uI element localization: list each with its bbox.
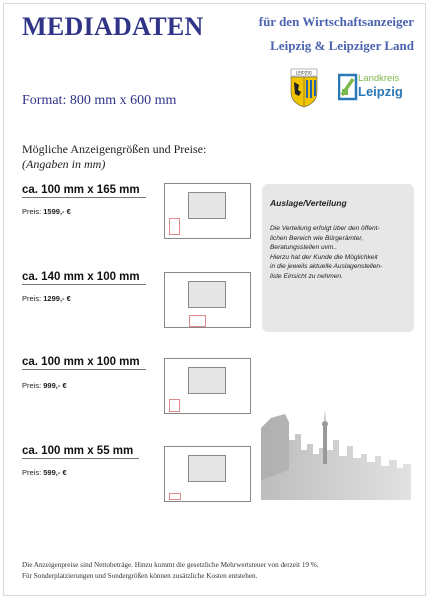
landkreis-leipzig-logo [338,72,410,102]
ad-size-label: ca. 100 mm x 100 mm [22,356,146,370]
ad-format-diagram [164,358,251,414]
info-text-line: Die Verteilung erfolgt über den öffent- [270,225,380,232]
svg-text:LEIPZIG: LEIPZIG [295,70,313,76]
info-text-line: lichen Bereich wie Bürgerämter, [270,234,364,242]
ad-size-marker [189,315,206,327]
info-box-title: Auslage/Verteilung [270,198,347,208]
page-title: MEDIADATEN [22,12,204,41]
subtitle-line-1: für den Wirtschaftsanzeiger [258,14,414,29]
ad-price-value: 1299,- € [43,294,71,303]
ad-size-label: ca. 100 mm x 165 mm [22,184,146,198]
format-text: Format: 800 mm x 600 mm [22,93,177,108]
ad-price [22,468,67,477]
leipzig-crest-logo [288,68,320,108]
landkreis-name: Leipzig [358,84,403,99]
ad-placement-area [188,192,226,219]
ad-price [22,294,71,303]
ad-price-value: 999,- € [43,381,67,390]
landkreis-label: Landkreis [358,73,400,84]
ad-format-diagram [164,272,251,328]
ad-placement-area [188,455,226,482]
ad-size-marker [169,493,181,500]
leipzig-skyline-image [261,410,411,500]
ad-size-label: ca. 100 mm x 55 mm [22,445,139,459]
ad-size-marker [169,399,180,412]
ad-placement-area [188,281,226,308]
ad-placement-area [188,367,226,394]
ad-price-value: 599,- € [43,468,67,477]
ad-price-label: Preis: [22,468,42,477]
info-text-line: Beratungsstellen uvm.. [270,244,338,252]
ad-format-diagram [164,446,251,502]
ad-price-label: Preis: [22,294,42,303]
ad-price [22,207,71,216]
intro-heading: Mögliche Anzeigengrößen und Preise: [22,142,207,156]
info-text-line: Hierzu hat der Kunde die Möglichkeit [270,253,378,261]
ad-format-diagram [164,183,251,239]
ad-size-marker [169,218,180,235]
footer-vat-note: Die Anzeigenpreise sind Nettobeträge. Hinzu kommt die gesetzliche Mehrwertsteuer von derzeit 19 %. [22,561,319,569]
info-text-line: liste Einsicht zu nehmen. [270,272,343,280]
info-text-line: in die jeweils aktuelle Auslagenstellen- [270,263,383,271]
ad-price-label: Preis: [22,207,42,216]
intro-units-note: (Angaben in mm) [22,157,106,171]
ad-price-label: Preis: [22,381,42,390]
info-box-text [270,224,410,282]
ad-price-value: 1599,- € [43,207,71,216]
ad-size-label: ca. 140 mm x 100 mm [22,271,146,285]
subtitle-line-2: Leipzig & Leipziger Land [270,38,414,53]
distribution-info-box [262,184,414,332]
footer-extra-cost-note: Für Sonderplatzierungen und Sondergrößen können zusätzliche Kosten entstehen. [22,572,258,580]
ad-price [22,381,67,390]
